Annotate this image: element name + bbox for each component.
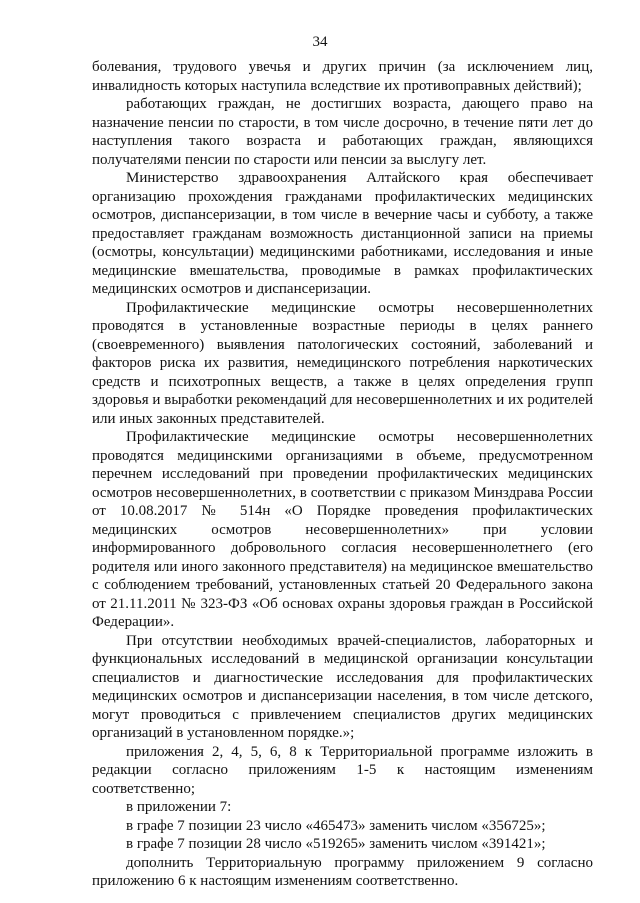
paragraph-3: Министерство здравоохранения Алтайского края обеспечивает организацию прохождения гражданами профилактических медицинских осмотров, диспансеризации, в том числе в вечерние часы и субботу, а также предоставляет гражданам возможность дистанционной записи на приемы (осмотры, консультации) медицинскими работниками, исследования и иные медицинские вмешательства, проводимые в рамках профилактических медицинских осмотров и диспансеризации. (92, 170, 593, 297)
paragraph-11: дополнить Территориальную программу приложением 9 согласно приложению 6 к настоящим изменениям соответственно. (92, 854, 593, 889)
paragraph-6: При отсутствии необходимых врачей-специалистов, лабораторных и функциональных исследований в медицинской организации консультации специалистов и диагностические исследования для профилактических медицинских осмотров и диспансеризации населения, в том числе детского, могут проводиться с привлечением специалистов других медицинских организаций в установленном порядке.»; (92, 632, 593, 741)
paragraph-10: в графе 7 позиции 28 число «519265» заменить числом «391421»; (126, 836, 546, 852)
paragraph-1: болевания, трудового увечья и других причин (за исключением лиц, инвалидность которых наступила вследствие их противоправных действий); (92, 59, 593, 94)
paragraph-8: в приложении 7: (126, 799, 232, 815)
document-body (92, 58, 593, 891)
paragraph-7: приложения 2, 4, 5, 6, 8 к Территориальной программе изложить в редакции согласно приложениям 1-5 к настоящим изменениям соответственно; (92, 743, 593, 797)
paragraph-4: Профилактические медицинские осмотры несовершеннолетних проводятся в установленные возрастные периоды в целях раннего (своевременного) выявления патологических состояний, заболеваний и факторов риска их развития, немедицинского потребления наркотических средств и психотропных веществ, а также в целях определения групп здоровья и выработки рекомендаций для несовершеннолетних и их родителей или иных законных представителей. (92, 299, 593, 427)
paragraph-5: Профилактические медицинские осмотры несовершеннолетних проводятся медицинскими организациями в объеме, предусмотренном перечнем исследований при проведении профилактических медицинских осмотров несовершеннолетних, в соответствии с приказом Минздрава России от 10.08.2017 № 514н «О Порядке проведения профилактических медицинских осмотров несовершеннолетних» при условии информированного добровольного согласия несовершеннолетнего (его родителя или иного законного представителя) на медицинское вмешательство с соблюдением требований, установленных статьей 20 Федерального закона от 21.11.2011 № 323-ФЗ «Об основах охраны здоровья граждан в Российской Федерации». (92, 429, 593, 630)
paragraph-2: работающих граждан, не достигших возраста, дающего право на назначение пенсии по старости, в том числе досрочно, в течение пяти лет до наступления такого возраста и работающих граждан, являющихся получателями пенсии по старости или пенсии за выслугу лет. (92, 96, 593, 168)
page-number: 34 (312, 34, 328, 50)
paragraph-9: в графе 7 позиции 23 число «465473» заменить числом «356725»; (126, 817, 546, 834)
